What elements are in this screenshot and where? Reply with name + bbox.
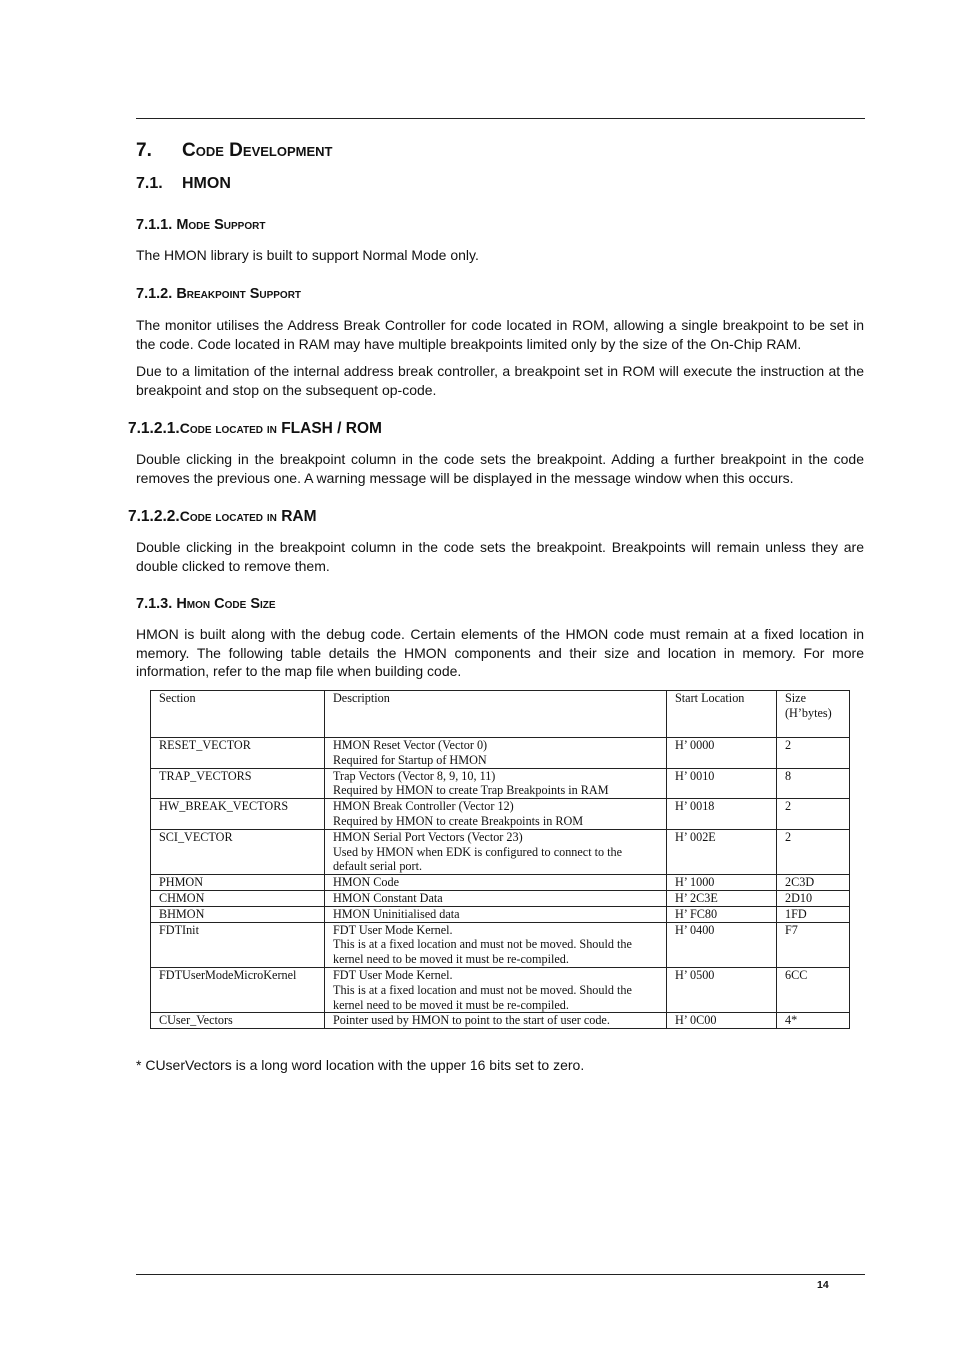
cell-description — [325, 768, 667, 799]
page-number: 14 — [817, 1279, 829, 1291]
paragraph-mode-support: The HMON library is built to support Normal Mode only. — [136, 247, 479, 263]
heading-code-in-flash — [128, 420, 382, 438]
description-line: FDT User Mode Kernel. — [333, 967, 453, 982]
cell-size: 2D10 — [777, 890, 850, 906]
description-line: HMON Uninitialised data — [333, 906, 460, 921]
header-size-unit: (H’bytes) — [785, 705, 832, 720]
heading-title: Code located in — [179, 420, 277, 436]
cell-description — [325, 1013, 667, 1029]
cell-size: 6CC — [777, 967, 850, 1012]
heading-number: 7. — [136, 140, 152, 161]
cell-start-location: H’ 0000 — [667, 738, 777, 769]
description-line: HMON Serial Port Vectors (Vector 23) — [333, 829, 523, 844]
cell-description — [325, 890, 667, 906]
cell-description — [325, 967, 667, 1012]
cell-size: F7 — [777, 922, 850, 967]
header-size — [777, 691, 850, 738]
heading-number: 7.1. — [136, 175, 163, 192]
cell-start-location: H’ FC80 — [667, 906, 777, 922]
heading-title: HMON — [182, 175, 231, 192]
cell-description — [325, 875, 667, 891]
paragraph-ram: Double clicking in the breakpoint column in the code sets the breakpoint. Breakpoints will remain unless they are double clicked to remove them. — [136, 539, 864, 574]
cell-section: FDTInit — [151, 922, 325, 967]
table-header-row — [151, 691, 850, 738]
cell-section: HW_BREAK_VECTORS — [151, 799, 325, 830]
header-description: Description — [325, 691, 667, 738]
heading-title: Mode Support — [176, 217, 266, 233]
hmon-components-table — [150, 690, 850, 1029]
header-start-location: Start Location — [667, 691, 777, 738]
table-row — [151, 890, 850, 906]
header-section: Section — [151, 691, 325, 738]
cell-section: BHMON — [151, 906, 325, 922]
cell-size: 1FD — [777, 906, 850, 922]
heading-title: Code located in — [179, 508, 277, 524]
heading-title-caps: FLASH / ROM — [281, 420, 382, 437]
cell-start-location: H’ 0500 — [667, 967, 777, 1012]
cell-section: CHMON — [151, 890, 325, 906]
heading-mode-support — [136, 217, 265, 233]
cell-description — [325, 829, 667, 874]
cell-size: 2 — [777, 829, 850, 874]
heading-code-development — [136, 140, 332, 162]
table-row — [151, 875, 850, 891]
cell-size: 2 — [777, 799, 850, 830]
cell-size: 2C3D — [777, 875, 850, 891]
cell-description — [325, 922, 667, 967]
footnote: * CUserVectors is a long word location with the upper 16 bits set to zero. — [136, 1057, 585, 1073]
table-row — [151, 768, 850, 799]
table-row — [151, 738, 850, 769]
heading-breakpoint-support — [136, 286, 301, 302]
cell-section: CUser_Vectors — [151, 1013, 325, 1029]
description-line: This is at a fixed location and must not be moved. Should the — [333, 937, 632, 952]
cell-size: 2 — [777, 738, 850, 769]
cell-start-location: H’ 0010 — [667, 768, 777, 799]
heading-title: Breakpoint Support — [176, 286, 302, 302]
description-line: FDT User Mode Kernel. — [333, 922, 453, 937]
description-line: HMON Constant Data — [333, 890, 443, 905]
table-row — [151, 906, 850, 922]
heading-code-in-ram — [128, 508, 317, 526]
heading-number: 7.1.2.1. — [128, 420, 180, 437]
description-line: kernel need to be moved it must be re-compiled. — [333, 952, 569, 967]
table-row — [151, 799, 850, 830]
cell-start-location: H’ 2C3E — [667, 890, 777, 906]
cell-section: SCI_VECTOR — [151, 829, 325, 874]
cell-section: FDTUserModeMicroKernel — [151, 967, 325, 1012]
cell-description — [325, 799, 667, 830]
table-row — [151, 922, 850, 967]
description-line: Required by HMON to create Breakpoints in ROM — [333, 813, 584, 828]
heading-number: 7.1.2.2. — [128, 508, 180, 525]
paragraph-flash: Double clicking in the breakpoint column in the code sets the breakpoint. Adding a further breakpoint in the code removes the previous one. A warning message will be displayed in the message window when this occurs. — [136, 451, 864, 486]
cell-start-location: H’ 0400 — [667, 922, 777, 967]
description-line: HMON Reset Vector (Vector 0) — [333, 738, 488, 752]
description-line: Used by HMON when EDK is configured to connect to the — [333, 844, 623, 859]
cell-description — [325, 906, 667, 922]
description-line: Required for Startup of HMON — [333, 752, 487, 767]
table-row — [151, 967, 850, 1012]
cell-start-location: H’ 0C00 — [667, 1013, 777, 1029]
cell-start-location: H’ 002E — [667, 829, 777, 874]
cell-description — [325, 738, 667, 769]
paragraph-code-size: HMON is built along with the debug code. Certain elements of the HMON code must remain at a fixed location in memory. The following table details the HMON components and their size and location in memory. For more information, refer to the map file when building code. — [136, 626, 864, 679]
heading-number: 7.1.3. — [136, 596, 173, 612]
heading-number: 7.1.1. — [136, 217, 173, 233]
table-row — [151, 1013, 850, 1029]
description-line: Pointer used by HMON to point to the start of user code. — [333, 1013, 610, 1028]
heading-title: Hmon Code Size — [176, 596, 276, 612]
description-line: default serial port. — [333, 859, 423, 874]
heading-title-caps: RAM — [281, 508, 317, 525]
cell-section: TRAP_VECTORS — [151, 768, 325, 799]
header-size-label: Size — [785, 691, 806, 705]
table-row — [151, 829, 850, 874]
cell-size: 4* — [777, 1013, 850, 1029]
paragraph-breakpoint-2: Due to a limitation of the internal address break controller, a breakpoint set in ROM will execute the instruction at the breakpoint and stop on the subsequent op-code. — [136, 363, 864, 398]
header-rule — [136, 118, 865, 119]
heading-title: Code Development — [182, 140, 333, 161]
description-line: HMON Break Controller (Vector 12) — [333, 799, 514, 814]
footer-rule — [136, 1274, 865, 1275]
description-line: HMON Code — [333, 875, 400, 890]
description-line: kernel need to be moved it must be re-compiled. — [333, 997, 569, 1012]
description-line: Required by HMON to create Trap Breakpoints in RAM — [333, 783, 609, 798]
description-line: This is at a fixed location and must not be moved. Should the — [333, 982, 632, 997]
cell-section: RESET_VECTOR — [151, 738, 325, 769]
cell-section: PHMON — [151, 875, 325, 891]
description-line: Trap Vectors (Vector 8, 9, 10, 11) — [333, 768, 496, 783]
cell-size: 8 — [777, 768, 850, 799]
heading-hmon — [136, 175, 231, 193]
paragraph-breakpoint-1: The monitor utilises the Address Break Controller for code located in ROM, allowing a single breakpoint to be set in the code. Code located in RAM may have multiple breakpoints limited only by the size of the On-Chip RAM. — [136, 317, 864, 352]
heading-number: 7.1.2. — [136, 286, 173, 302]
cell-start-location: H’ 1000 — [667, 875, 777, 891]
heading-hmon-code-size — [136, 596, 276, 612]
cell-start-location: H’ 0018 — [667, 799, 777, 830]
